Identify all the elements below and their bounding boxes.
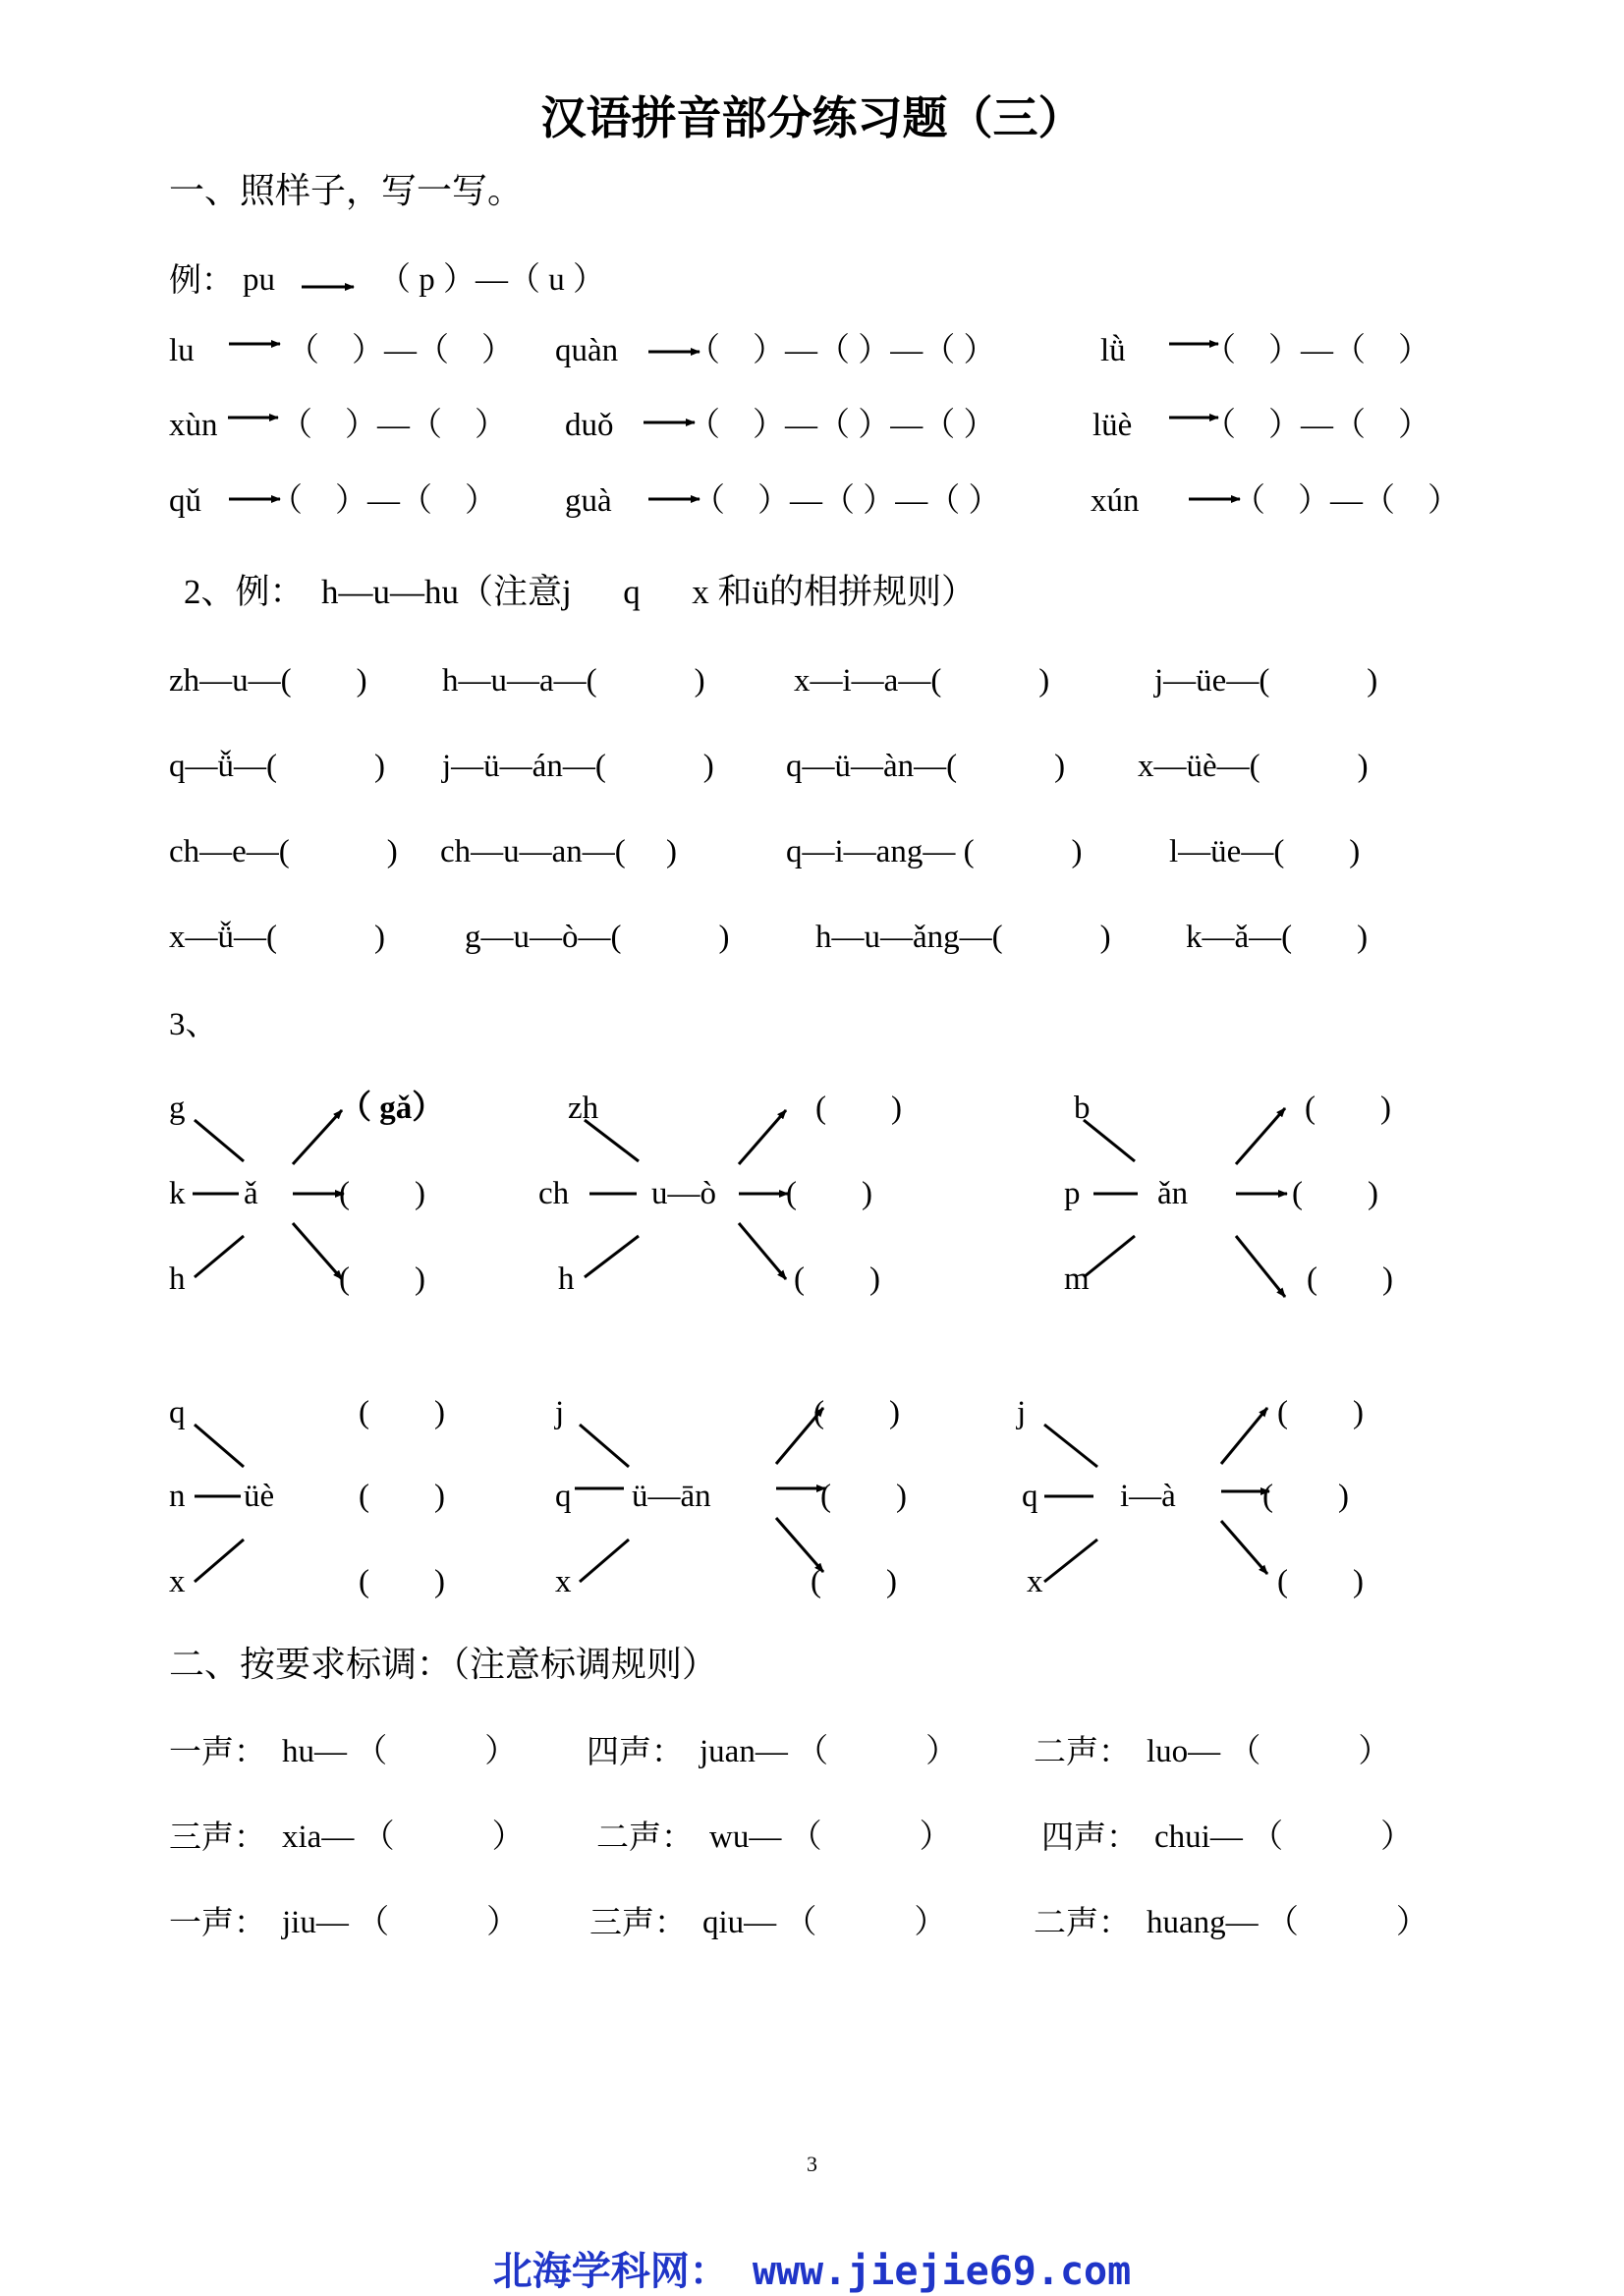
answer-blank: ( ) [1277, 1564, 1364, 1599]
syllable: quàn [555, 333, 619, 368]
answer-blank: ( ) [359, 1564, 445, 1599]
syllable: lu [169, 333, 195, 368]
initial: p [1064, 1176, 1081, 1211]
answer-blank: ( ) [811, 1564, 897, 1599]
syllable: lüè [1092, 408, 1133, 443]
initial: b [1074, 1091, 1091, 1126]
arrow-icon [1221, 1408, 1267, 1464]
tone-label: 一声： [169, 1903, 266, 1941]
initial: x [555, 1564, 572, 1599]
answer-blank: ( ) [339, 1261, 425, 1297]
spelling-item: j—üe—( ) [1154, 663, 1378, 699]
arrow-icon [1236, 1108, 1285, 1164]
answer-blanks: （ ）—（ ）—（ ） [688, 333, 996, 368]
final: ǎn [1157, 1176, 1189, 1211]
initial: zh [568, 1091, 599, 1126]
spelling-item: q—ü—àn—( ) [786, 749, 1066, 784]
answer-blank: ( ) [1277, 1395, 1364, 1430]
arrow-icon [293, 1223, 342, 1279]
tone-item: wu— （ ） [709, 1820, 952, 1855]
answer-blank: ( ) [1307, 1261, 1393, 1297]
initial: h [558, 1261, 575, 1297]
connector-line [585, 1236, 639, 1277]
spelling-item: x—ǚ—( ) [169, 920, 385, 955]
tone-item: huang— （ ） [1147, 1905, 1428, 1940]
tone-label: 二声： [596, 1818, 694, 1856]
syllable: duǒ [565, 408, 614, 443]
spelling-item: ch—e—( ) [169, 834, 398, 869]
connector-line [195, 1120, 244, 1161]
initial: ch [538, 1176, 570, 1211]
tone-item: luo— （ ） [1147, 1734, 1391, 1769]
final: u—ò [651, 1176, 716, 1211]
tone-item: juan— （ ） [700, 1734, 959, 1769]
arrow-icon [776, 1408, 823, 1464]
arrow-icon [776, 1518, 823, 1572]
tone-item: chui— （ ） [1154, 1820, 1414, 1855]
answer-blanks: （ ）—（ ） [1204, 408, 1430, 443]
connector-line [580, 1540, 629, 1582]
answer-blanks: （ ）—（ ）—（ ） [693, 483, 1001, 519]
answer-blanks: （ ）—（ ） [287, 333, 514, 368]
arrow-icon [1221, 1521, 1267, 1574]
answer-blank: ( ) [786, 1176, 872, 1211]
initial: g [169, 1091, 186, 1126]
section-3-heading: 3、 [169, 1007, 218, 1042]
tone-item: jiu— （ ） [282, 1905, 520, 1940]
page-number: 3 [807, 2152, 817, 2176]
tone-label: 二声： [1034, 1732, 1131, 1770]
final: i—à [1120, 1479, 1176, 1514]
initial: m [1064, 1261, 1090, 1297]
syllable: qǔ [169, 483, 201, 519]
initial: n [169, 1479, 186, 1514]
tone-label: 三声： [589, 1903, 687, 1941]
spelling-item: l—üe—( ) [1169, 834, 1361, 869]
answer-blank: ( ) [815, 1091, 902, 1126]
arrow-icon [739, 1223, 786, 1279]
initial: j [1017, 1395, 1027, 1430]
answer-blanks: （ ）—（ ） [270, 483, 497, 519]
initial: k [169, 1176, 186, 1211]
example-syllable: pu [243, 262, 275, 298]
section-2-heading: 2、例： h—u—hu（注意j q x 和ü的相拼规则） [184, 573, 976, 611]
answer-blank: ( ) [820, 1479, 907, 1514]
initial: j [555, 1395, 565, 1430]
answer-blank: ( ) [359, 1395, 445, 1430]
answer-blanks: （ ）—（ ） [1204, 333, 1430, 368]
connector-line [585, 1120, 639, 1161]
spelling-item: q—ǚ—( ) [169, 749, 385, 784]
tone-label: 三声： [169, 1818, 266, 1856]
final: üè [244, 1479, 275, 1514]
spelling-item: x—i—a—( ) [794, 663, 1050, 699]
syllable: xún [1091, 483, 1140, 519]
syllable: guà [565, 483, 612, 519]
connector-line [1044, 1425, 1097, 1467]
connector-line [580, 1425, 629, 1467]
section-1-heading: 一、照样子，写一写。 [169, 171, 524, 210]
answer-blank: ( ) [1262, 1479, 1349, 1514]
tone-item: qiu— （ ） [702, 1905, 947, 1940]
answer-blank: ( ) [1292, 1176, 1378, 1211]
answer-blanks: （ ）—（ ）—（ ） [688, 408, 996, 443]
example-prefix: 例： [169, 260, 234, 299]
tone-label: 四声： [587, 1732, 684, 1770]
final: ǎ [244, 1176, 258, 1211]
spelling-item: j—ü—án—( ) [442, 749, 714, 784]
spelling-item: h—u—ǎng—( ) [815, 920, 1111, 955]
initial: q [1022, 1479, 1038, 1514]
syllable: lǜ [1100, 333, 1126, 368]
section-4-heading: 二、按要求标调：（注意标调规则） [169, 1645, 718, 1684]
answer-blanks: （ ）—（ ） [1233, 483, 1460, 519]
answer-blank: ( ) [359, 1479, 445, 1514]
answer-blank: ( ) [813, 1395, 900, 1430]
answer-blank: ( ) [794, 1261, 880, 1297]
connector-line [195, 1425, 244, 1467]
connector-line [195, 1540, 244, 1582]
tone-label: 四声： [1041, 1818, 1139, 1856]
initial: x [169, 1564, 186, 1599]
tone-item: xia— （ ） [282, 1820, 525, 1855]
initial: h [169, 1261, 186, 1297]
arrow-icon [293, 1110, 342, 1164]
answer-blanks: （ ）—（ ） [280, 408, 507, 443]
tone-label: 一声： [169, 1732, 266, 1770]
arrow-icon [1236, 1236, 1285, 1297]
connector-line [1044, 1540, 1097, 1582]
final: ü—ān [632, 1479, 711, 1514]
spelling-item: q—i—ang— ( ) [786, 834, 1083, 869]
example-answer: （ gǎ） [339, 1091, 445, 1126]
answer-blank: ( ) [1305, 1091, 1391, 1126]
spelling-item: g—u—ò—( ) [465, 920, 730, 955]
connector-line [1084, 1120, 1135, 1161]
example-answer: （ p ）—（ u ） [378, 262, 605, 298]
page-title: 汉语拼音部分练习题（三） [540, 91, 1084, 144]
spelling-item: zh—u—( ) [169, 663, 367, 699]
spelling-item: ch—u—an—( ) [440, 834, 678, 869]
initial: q [169, 1395, 186, 1430]
arrow-icon [739, 1110, 786, 1164]
initial: q [555, 1479, 572, 1514]
tone-item: hu— （ ） [282, 1734, 518, 1769]
initial: x [1027, 1564, 1043, 1599]
spelling-item: k—ǎ—( ) [1186, 920, 1369, 955]
answer-blank: ( ) [339, 1176, 425, 1211]
footer-watermark: 北海学科网： www.jiejie69.com [492, 2249, 1132, 2294]
spelling-item: h—u—a—( ) [442, 663, 705, 699]
connector-line [1084, 1236, 1135, 1277]
spelling-item: x—üè—( ) [1138, 749, 1369, 784]
connector-line [195, 1236, 244, 1277]
tone-label: 二声： [1034, 1903, 1131, 1941]
syllable: xùn [169, 408, 218, 443]
